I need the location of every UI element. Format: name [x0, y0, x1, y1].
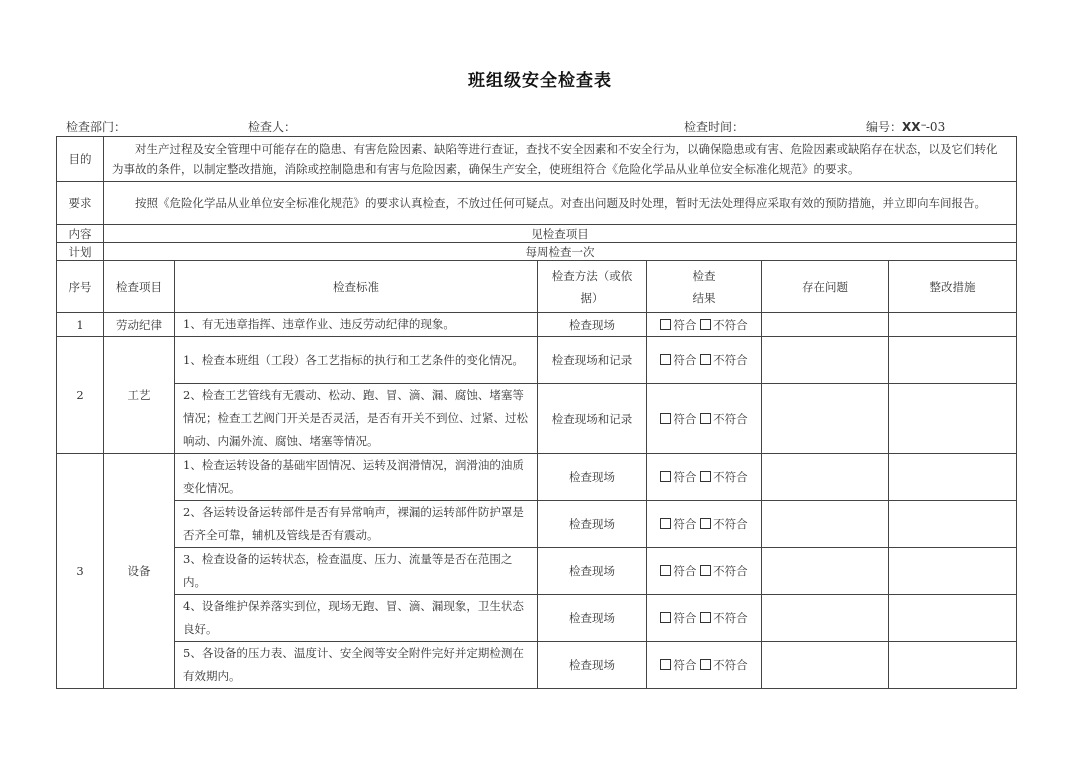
- issues-cell[interactable]: [762, 548, 889, 595]
- result-cell: [647, 501, 762, 548]
- issues-cell[interactable]: [762, 384, 889, 454]
- item-method: 检查现场: [538, 548, 647, 595]
- pass-checkbox[interactable]: [660, 518, 671, 529]
- item-method: 检查现场和记录: [538, 384, 647, 454]
- fail-label: 不符合: [713, 470, 748, 484]
- table-row: [57, 454, 1017, 501]
- issues-cell[interactable]: [762, 454, 889, 501]
- item-standard: 2、检查工艺管线有无震动、松动、跑、冒、滴、漏、腐蚀、堵塞等情况；检查工艺阀门开关是否灵活，是否有开关不到位、过紧、过松响动、内漏外流、腐蚀、堵塞等情况。: [175, 384, 538, 454]
- item-category: 劳动纪律: [104, 313, 175, 337]
- item-standard: 3、检查设备的运转状态，检查温度、压力、流量等是否在范围之内。: [175, 548, 538, 595]
- item-seq: 1: [57, 313, 104, 337]
- pass-label: 符合: [673, 353, 697, 367]
- plan-row: [57, 243, 1017, 261]
- time-label: 检查时间：: [684, 120, 745, 134]
- plan-label: 计划: [57, 243, 104, 261]
- fail-checkbox[interactable]: [700, 319, 711, 330]
- fail-checkbox[interactable]: [700, 471, 711, 482]
- issues-cell[interactable]: [762, 642, 889, 689]
- pass-label: 符合: [673, 517, 697, 531]
- pass-label: 符合: [673, 411, 697, 426]
- header-issues: 存在问题: [762, 261, 889, 313]
- item-category: 设备: [104, 454, 175, 689]
- fail-checkbox[interactable]: [700, 518, 711, 529]
- requirement-row: [57, 182, 1017, 225]
- pass-checkbox[interactable]: [660, 413, 671, 424]
- item-standard: 1、有无违章指挥、违章作业、违反劳动纪律的现象。: [175, 313, 538, 337]
- pass-label: 符合: [673, 564, 697, 578]
- fail-label: 不符合: [713, 317, 748, 332]
- measures-cell[interactable]: [889, 548, 1017, 595]
- item-standard: 5、各设备的压力表、温度计、安全阀等安全附件完好并定期检测在有效期内。: [175, 642, 538, 689]
- measures-cell[interactable]: [889, 313, 1017, 337]
- header-seq: 序号: [57, 261, 104, 313]
- item-method: 检查现场: [538, 595, 647, 642]
- pass-checkbox[interactable]: [660, 612, 671, 623]
- table-row: [57, 548, 1017, 595]
- content-label: 内容: [57, 225, 104, 243]
- header-standard: 检查标准: [175, 261, 538, 313]
- item-method: 检查现场和记录: [538, 337, 647, 384]
- pass-checkbox[interactable]: [660, 471, 671, 482]
- form-code: 编号：XX⁻-03: [866, 120, 946, 134]
- header-method: 检查方法（或依 据）: [538, 261, 647, 313]
- header-measures: 整改措施: [889, 261, 1017, 313]
- fail-label: 不符合: [713, 564, 748, 578]
- result-cell: [647, 595, 762, 642]
- item-method: 检查现场: [538, 313, 647, 337]
- table-row: [57, 501, 1017, 548]
- table-row: [57, 384, 1017, 454]
- purpose-row: [57, 137, 1017, 182]
- pass-label: 符合: [673, 611, 697, 625]
- issues-cell[interactable]: [762, 501, 889, 548]
- table-row: [57, 595, 1017, 642]
- table-row: [57, 642, 1017, 689]
- result-cell: [647, 337, 762, 384]
- fail-checkbox[interactable]: [700, 612, 711, 623]
- issues-cell[interactable]: [762, 595, 889, 642]
- fail-checkbox[interactable]: [700, 354, 711, 365]
- code-prefix: XX: [902, 120, 921, 134]
- result-cell: [647, 454, 762, 501]
- item-method: 检查现场: [538, 454, 647, 501]
- table-row: [57, 337, 1017, 384]
- fail-checkbox[interactable]: [700, 659, 711, 670]
- code-suffix: -03: [925, 120, 946, 134]
- inspector-label: 检查人：: [248, 120, 297, 134]
- fail-label: 不符合: [713, 658, 748, 672]
- issues-cell[interactable]: [762, 313, 889, 337]
- inspection-table: [56, 136, 1017, 689]
- content-row: [57, 225, 1017, 243]
- fail-label: 不符合: [713, 517, 748, 531]
- requirement-label: 要求: [57, 182, 104, 225]
- department-label: 检查部门：: [66, 120, 127, 134]
- pass-label: 符合: [673, 658, 697, 672]
- purpose-text: 对生产过程及安全管理中可能存在的隐患、有害危险因素、缺陷等进行查证，查找不安全因素和不安全行为，以确保隐患或有害、危险因素或缺陷存在状态，以及它们转化为事故的条件，以制定整改措施，消除或控制隐患和有害与危险因素，确保生产安全，使班组符合《危险化学品从业单位安全标准化规范》的要求。: [104, 137, 1017, 182]
- header-row: [57, 261, 1017, 313]
- fail-checkbox[interactable]: [700, 565, 711, 576]
- item-seq: 3: [57, 454, 104, 689]
- content-text: 见检查项目: [104, 225, 1017, 243]
- item-category: 工艺: [104, 337, 175, 454]
- form-title: 班组级安全检查表: [468, 71, 612, 91]
- table-row: [57, 313, 1017, 337]
- item-standard: 2、各运转设备运转部件是否有异常响声，裸漏的运转部件防护罩是否齐全可靠，辅机及管线是否有震动。: [175, 501, 538, 548]
- measures-cell[interactable]: [889, 595, 1017, 642]
- pass-checkbox[interactable]: [660, 659, 671, 670]
- item-standard: 4、设备维护保养落实到位，现场无跑、冒、滴、漏现象，卫生状态良好。: [175, 595, 538, 642]
- item-method: 检查现场: [538, 501, 647, 548]
- pass-checkbox[interactable]: [660, 565, 671, 576]
- pass-checkbox[interactable]: [660, 354, 671, 365]
- item-standard: 1、检查本班组（工段）各工艺指标的执行和工艺条件的变化情况。: [175, 337, 538, 384]
- fail-label: 不符合: [713, 411, 748, 426]
- result-cell: [647, 548, 762, 595]
- fail-label: 不符合: [713, 611, 748, 625]
- item-method: 检查现场: [538, 642, 647, 689]
- header-item: 检查项目: [104, 261, 175, 313]
- measures-cell[interactable]: [889, 337, 1017, 384]
- plan-text: 每周检查一次: [104, 243, 1017, 261]
- result-cell: [647, 313, 762, 337]
- result-cell: [647, 384, 762, 454]
- result-cell: [647, 642, 762, 689]
- code-label: 编号：: [866, 120, 903, 134]
- measures-cell[interactable]: [889, 384, 1017, 454]
- pass-label: 符合: [673, 317, 697, 332]
- measures-cell[interactable]: [889, 501, 1017, 548]
- measures-cell[interactable]: [889, 454, 1017, 501]
- fail-label: 不符合: [713, 353, 748, 367]
- pass-label: 符合: [673, 470, 697, 484]
- header-result: 检查 结果: [647, 261, 762, 313]
- pass-checkbox[interactable]: [660, 319, 671, 330]
- purpose-label: 目的: [57, 137, 104, 182]
- measures-cell[interactable]: [889, 642, 1017, 689]
- requirement-text: 按照《危险化学品从业单位安全标准化规范》的要求认真检查，不放过任何可疑点。对查出问题及时处理，暂时无法处理得应采取有效的预防措施，并立即向车间报告。: [104, 182, 1017, 225]
- item-seq: 2: [57, 337, 104, 454]
- fail-checkbox[interactable]: [700, 413, 711, 424]
- item-standard: 1、检查运转设备的基础牢固情况、运转及润滑情况，润滑油的油质变化情况。: [175, 454, 538, 501]
- issues-cell[interactable]: [762, 337, 889, 384]
